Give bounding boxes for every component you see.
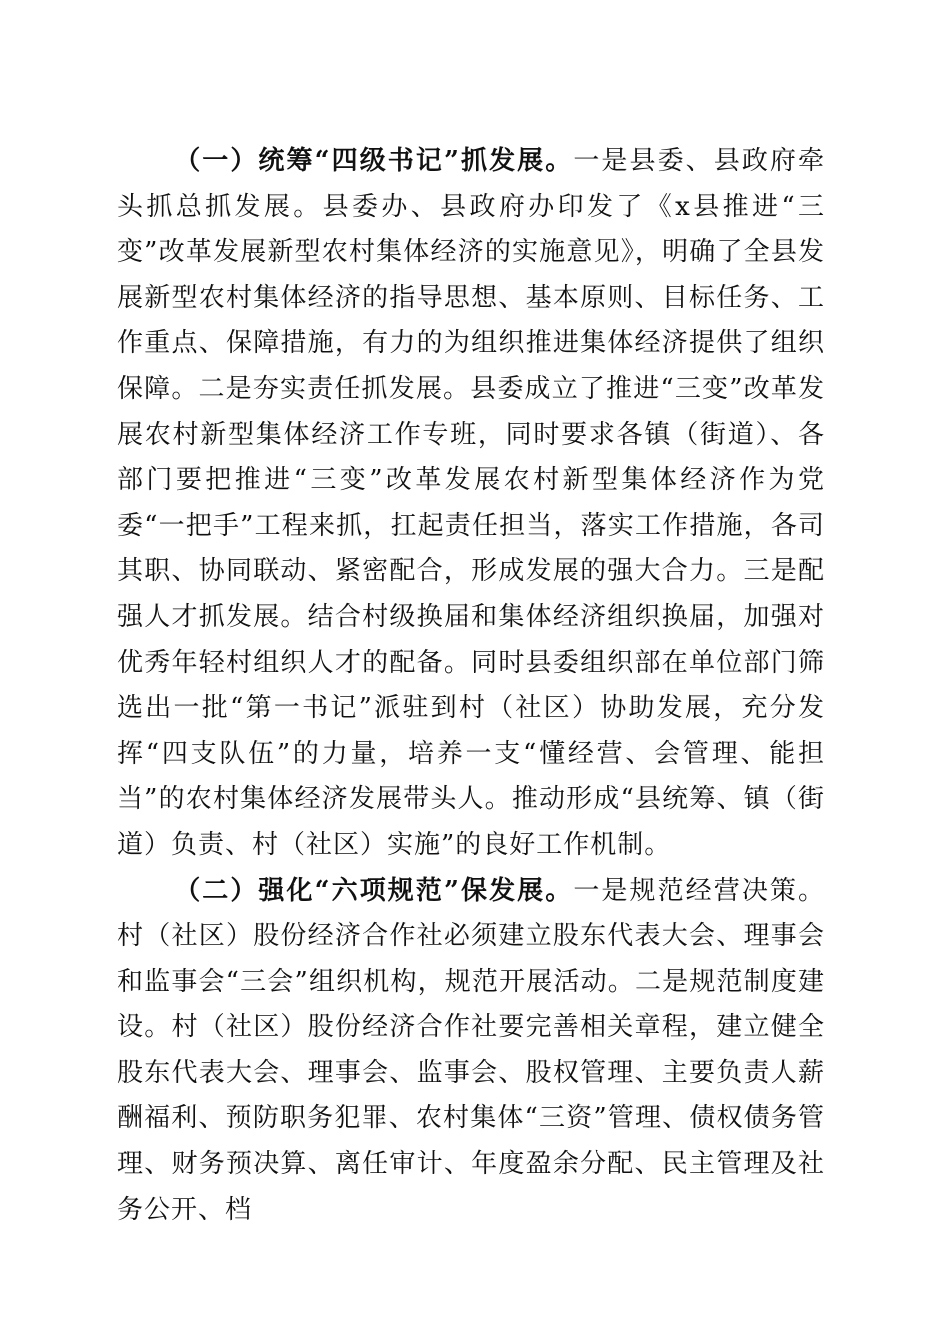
paragraph-2-heading: （二）强化“六项规范”保发展。 — [174, 875, 574, 906]
paragraph-2 — [117, 869, 825, 1234]
document-body — [117, 139, 825, 1233]
paragraph-1-body: 一是县委、县政府牵头抓总抓发展。县委办、县政府办印发了《x县推进“三变”改革发展新型农村集体经济的实施意见》，明确了全县发展新型农村集体经济的指导思想、基本原则、目标任务、工作重点、保障措施，有力的为组织推进集体经济提供了组织保障。二是夯实责任抓发展。县委成立了推进“三变”改革发展农村新型集体经济工作专班，同时要求各镇（街道）、各部门要把推进“三变”改革发展农村新型集体经济作为党委“一把手”工程来抓，扛起责任担当，落实工作措施，各司其职、协同联动、紧密配合，形成发展的强大合力。三是配强人才抓发展。结合村级换届和集体经济组织换届，加强对优秀年轻村组织人才的配备。同时县委组织部在单位部门筛选出一批“第一书记”派驻到村（社区）协助发展，充分发挥“四支队伍”的力量，培养一支“懂经营、会管理、能担当”的农村集体经济发展带头人。推动形成“县统筹、镇（街道）负责、村（社区）实施”的良好工作机制。 — [117, 146, 825, 860]
paragraph-1-heading: （一）统筹“四级书记”抓发展。 — [174, 146, 574, 176]
paragraph-2-body: 一是规范经营决策。村（社区）股份经济合作社必须建立股东代表大会、理事会和监事会“三会”组织机构，规范开展活动。二是规范制度建设。村（社区）股份经济合作社要完善相关章程，建立健全股东代表大会、理事会、监事会、股权管理、主要负责人薪酬福利、预防职务犯罪、农村集体“三资”管理、债权债务管理、财务预决算、离任审计、年度盈余分配、民主管理及社务公开、档 — [117, 875, 825, 1225]
paragraph-1 — [117, 139, 825, 869]
